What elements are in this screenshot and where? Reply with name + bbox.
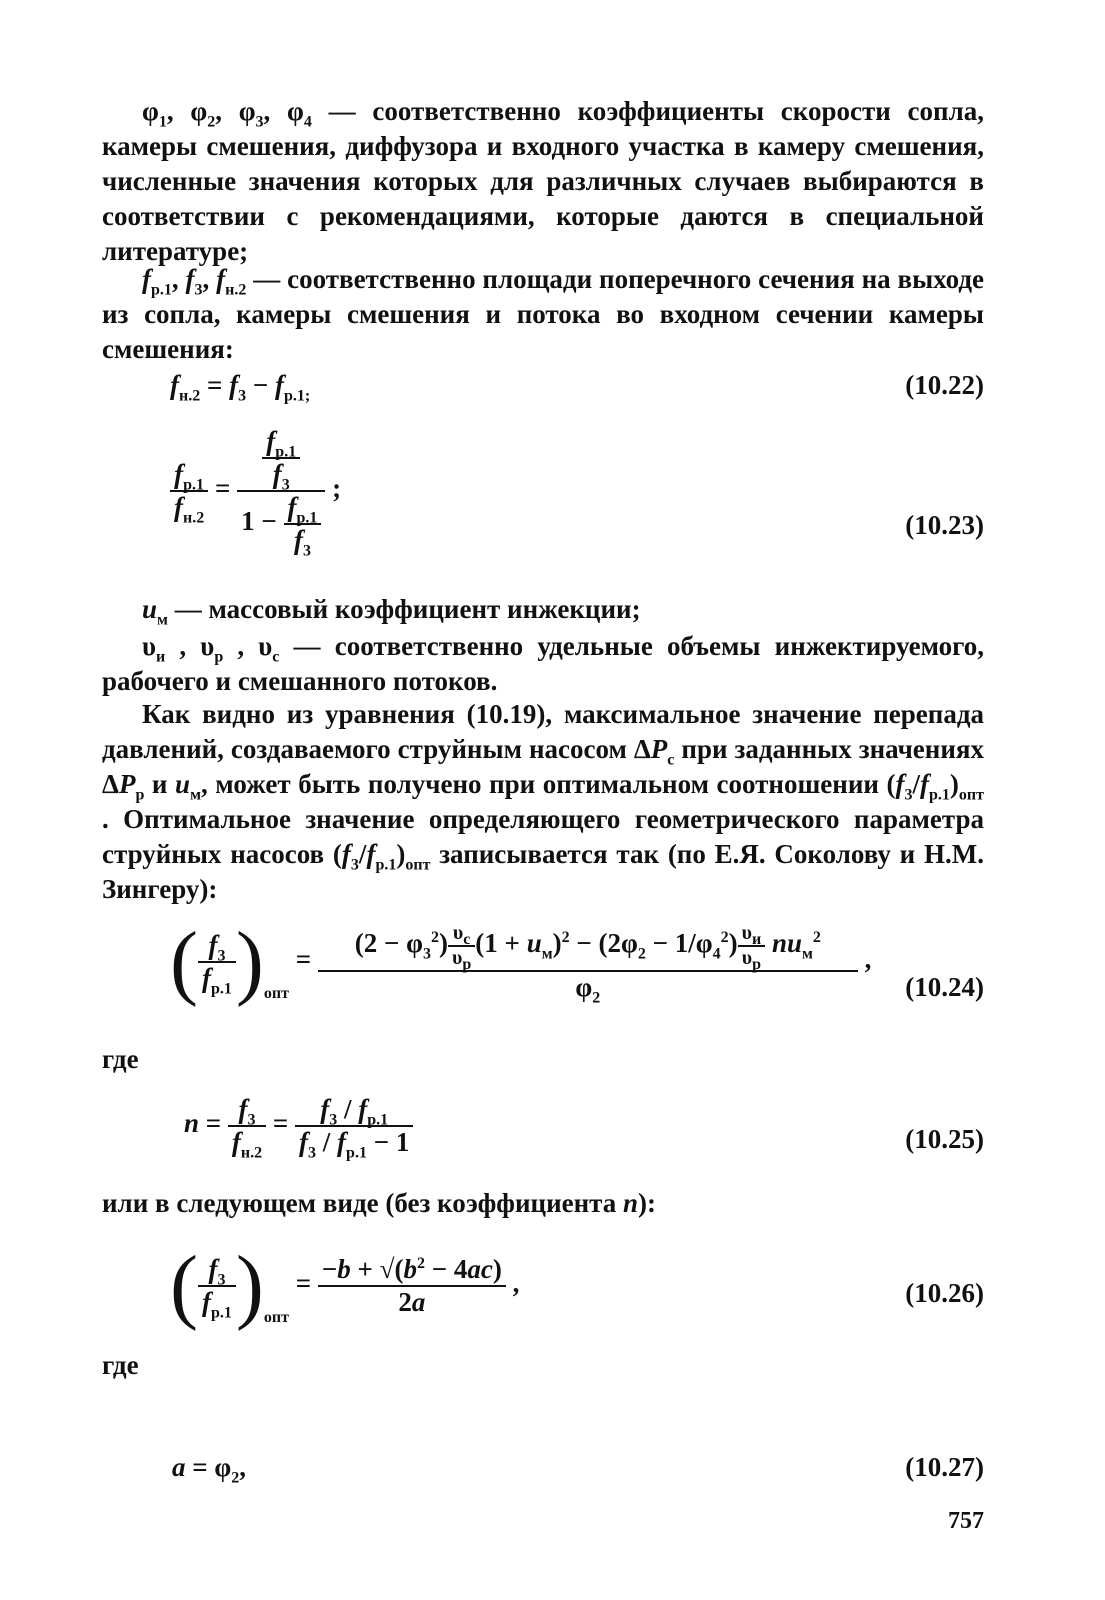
paragraph-specific-volumes: $\upsilon_и$ , $\upsilon_р$ , $\upsilon_с$ — соответственно удельные объемы инжектируемого, рабочего и смешанного потоков. [102,631,985,696]
equation-number-10-24: (10.24) [905,972,984,1002]
equation-10-27: $a = \varphi_2$, [172,1452,246,1487]
equation-number-10-25: (10.25) [905,1124,984,1154]
equation-number-10-23: (10.23) [905,510,984,540]
paragraph-injection-coefficient: $и_м$ — массовый коэффициент инжекции; [142,594,641,629]
equation-number-10-27: (10.27) [905,1452,984,1482]
paragraph-phi-coefficients: $\varphi_1$, $\varphi_2$, $\varphi_3$, $\varphi_4$ — соответственно коэффициенты скорости сопла, камеры смешения, диффузора и входного участка в камеру смешения, численные значения которых для различных случаев выбираются в соответствии с рекомендациями, которые даются в специальной литературе; [102,96,984,266]
equation-10-22: $f_{н.2} = f_3 - f_{р.1;}$ [170,370,311,405]
equation-10-23: $\frac{f_{р.1}}{f_{н.2}}$ = $\frac{f_{р.1}}{f_3}$ 1 − $\frac{f_{р.1}}{f_3}$ ; [170,426,341,556]
page-number: 757 [948,1508,984,1534]
equation-10-25: n = $\frac{f_3}{f_{н.2}}$ = $\frac{f_3 / f_{р.1}}{f_3 / f_{р.1} - 1}$ [184,1094,413,1158]
where-label-1: где [102,1044,139,1074]
paragraph-areas: $f_{р.1}$, $f_3$, $f_{н.2}$ — соответственно площади поперечного сечения на выходе из сопла, камеры смешения и потока во входном сечении камеры смешения: [102,264,985,364]
where-label-2: где [102,1350,139,1380]
equation-number-10-26: (10.26) [905,1278,984,1308]
paragraph-alternative-form: или в следующем виде (без коэффициента n): [102,1188,657,1218]
equation-10-26: ( $\frac{f_3}{f_{р.1}}$ )$_{опт}$ = $\frac{-b + √(b^2 - 4ac)}{2a}$ , [170,1239,520,1332]
equation-number-10-22: (10.22) [905,370,984,400]
paragraph-optimal-ratio: Как видно из уравнения (10.19), максимальное значение перепада давлений, создаваемого струйным насосом $\Delta P_с$ при заданных значениях $\Delta P_р$ и $и_м$, может быть получено при оптимальном соотношении $(f_3/f_{р.1})_{опт}$ . Оптимальное значение определяющего геометрического параметра струйных насосов $(f_3/f_{р.1})_{опт}$ записывается так (по Е.Я. Соколову и Н.М. Зингеру): [102,699,985,904]
equation-10-24: ( $\frac{f_3}{f_{р.1}}$ )$_{опт}$ = $(2 - \varphi_3^2)$ $\frac{\upsilon_с}{\upsilon_р}$ $(1 + и_м)^2 - (2\varphi_2 - 1/\varphi_4^2)$ $\frac{\upsilon_и}{\upsilon_р}$ $nи_м^2$ $\varphi_2$ , [170,915,872,1008]
